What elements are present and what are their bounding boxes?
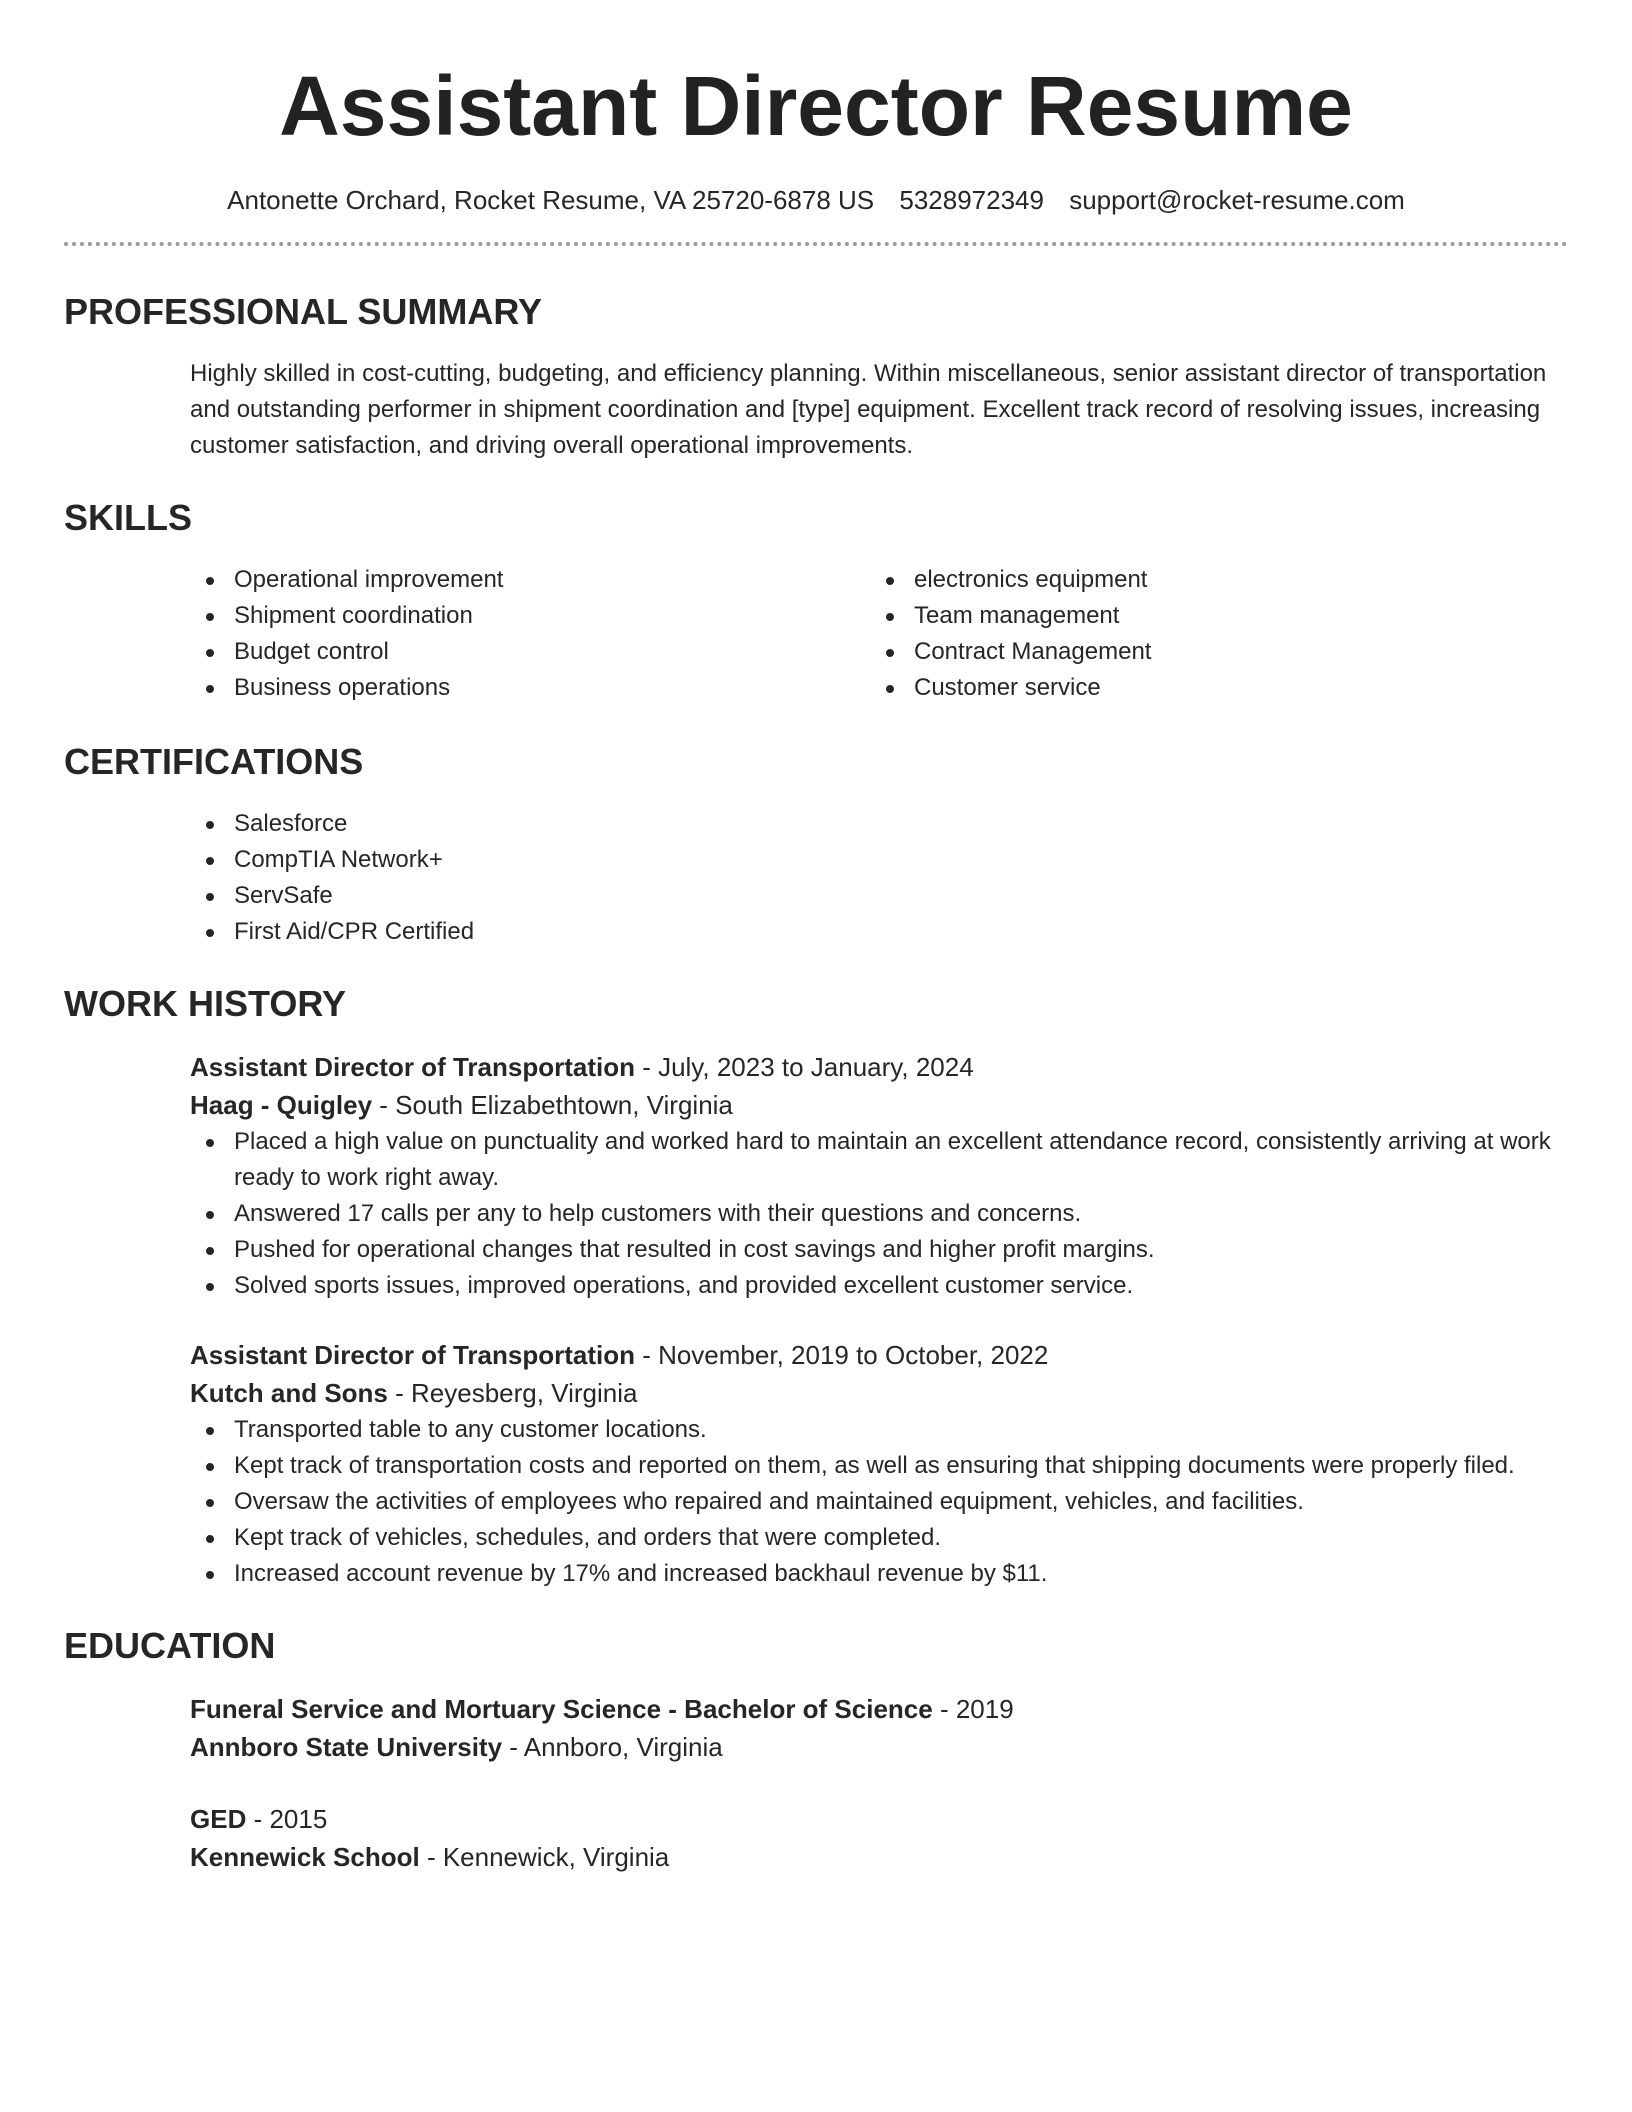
- job-location: - South Elizabethtown, Virginia: [372, 1090, 733, 1120]
- job-title-line: [190, 1336, 1568, 1374]
- school-location: - Kennewick, Virginia: [419, 1842, 670, 1872]
- contact-phone: 5328972349: [899, 185, 1044, 215]
- job-duty: Solved sports issues, improved operations, and provided excellent customer service.: [190, 1268, 1568, 1304]
- page-title: Assistant Director Resume: [279, 59, 1353, 153]
- job-duty: Placed a high value on punctuality and worked hard to maintain an excellent attendance record, consistently arriving at work ready to work right away.: [190, 1124, 1568, 1196]
- contact-line: [64, 182, 1568, 218]
- job-location: - Reyesberg, Virginia: [387, 1378, 638, 1408]
- degree-year: - 2015: [246, 1804, 328, 1834]
- job-duty: Pushed for operational changes that resulted in cost savings and higher profit margins.: [190, 1232, 1568, 1268]
- degree-line: [190, 1690, 1568, 1728]
- skills-grid: [64, 562, 1568, 706]
- education-entry: [190, 1800, 1568, 1876]
- skill-item: Contract Management: [870, 634, 1550, 670]
- job-company: Haag - Quigley: [190, 1090, 373, 1120]
- skill-item: Team management: [870, 598, 1550, 634]
- summary-text: Highly skilled in cost-cutting, budgeting, and efficiency planning. Within miscellaneous, senior assistant director of transportation and outstanding performer in shipment coordination and [type] equipment. Excellent track record of resolving issues, increasing customer satisfaction, and driving overall operational improvements.: [190, 360, 1547, 459]
- school-line: [190, 1728, 1568, 1766]
- skill-item: Business operations: [190, 670, 870, 706]
- degree-line: [190, 1800, 1568, 1838]
- certification-item: Salesforce: [190, 806, 1568, 842]
- school-line: [190, 1838, 1568, 1876]
- header-divider: [64, 242, 1568, 246]
- job-company-line: [190, 1374, 1568, 1412]
- job-duty: Increased account revenue by 17% and increased backhaul revenue by $11.: [190, 1556, 1568, 1592]
- work-history-section: [64, 982, 1568, 1592]
- job-title: Assistant Director of Transportation: [190, 1340, 635, 1370]
- job-duties-list: [190, 1124, 1568, 1304]
- skill-item: Shipment coordination: [190, 598, 870, 634]
- job-dates: - November, 2019 to October, 2022: [634, 1340, 1049, 1370]
- summary-heading: PROFESSIONAL SUMMARY: [64, 291, 543, 332]
- work-history-heading: WORK HISTORY: [64, 983, 347, 1024]
- school-name: Kennewick School: [190, 1842, 420, 1872]
- job-dates: - July, 2023 to January, 2024: [634, 1052, 974, 1082]
- job-title-line: [190, 1048, 1568, 1086]
- job-duty: Oversaw the activities of employees who repaired and maintained equipment, vehicles, and facilities.: [190, 1484, 1568, 1520]
- skill-item: Budget control: [190, 634, 870, 670]
- certifications-heading: CERTIFICATIONS: [64, 741, 364, 782]
- skills-section: [64, 496, 1568, 706]
- skill-item: Operational improvement: [190, 562, 870, 598]
- skill-item: electronics equipment: [870, 562, 1550, 598]
- contact-address: Antonette Orchard, Rocket Resume, VA 25720-6878 US: [227, 185, 875, 215]
- skills-list-left: [190, 562, 870, 706]
- job-duty: Kept track of transportation costs and reported on them, as well as ensuring that shipping documents were properly filed.: [190, 1448, 1568, 1484]
- contact-email: support@rocket-resume.com: [1069, 185, 1405, 215]
- job-duty: Kept track of vehicles, schedules, and orders that were completed.: [190, 1520, 1568, 1556]
- certifications-list: [190, 806, 1568, 950]
- degree-year: - 2019: [932, 1694, 1014, 1724]
- education-entry: [190, 1690, 1568, 1766]
- skills-list-right: [870, 562, 1550, 706]
- job-entry: [190, 1336, 1568, 1592]
- certification-item: ServSafe: [190, 878, 1568, 914]
- summary-section: [64, 290, 1568, 464]
- job-duties-list: [190, 1412, 1568, 1592]
- school-location: - Annboro, Virginia: [502, 1732, 723, 1762]
- education-section: [64, 1624, 1568, 1876]
- degree-name: Funeral Service and Mortuary Science - Bachelor of Science: [190, 1694, 933, 1724]
- certification-item: First Aid/CPR Certified: [190, 914, 1568, 950]
- certifications-section: [64, 740, 1568, 950]
- job-entry: [190, 1048, 1568, 1304]
- skill-item: Customer service: [870, 670, 1550, 706]
- job-company-line: [190, 1086, 1568, 1124]
- school-name: Annboro State University: [190, 1732, 503, 1762]
- job-title: Assistant Director of Transportation: [190, 1052, 635, 1082]
- job-duty: Answered 17 calls per any to help customers with their questions and concerns.: [190, 1196, 1568, 1232]
- education-heading: EDUCATION: [64, 1625, 276, 1666]
- job-duty: Transported table to any customer locations.: [190, 1412, 1568, 1448]
- job-company: Kutch and Sons: [190, 1378, 388, 1408]
- skills-heading: SKILLS: [64, 497, 193, 538]
- degree-name: GED: [190, 1804, 247, 1834]
- certification-item: CompTIA Network+: [190, 842, 1568, 878]
